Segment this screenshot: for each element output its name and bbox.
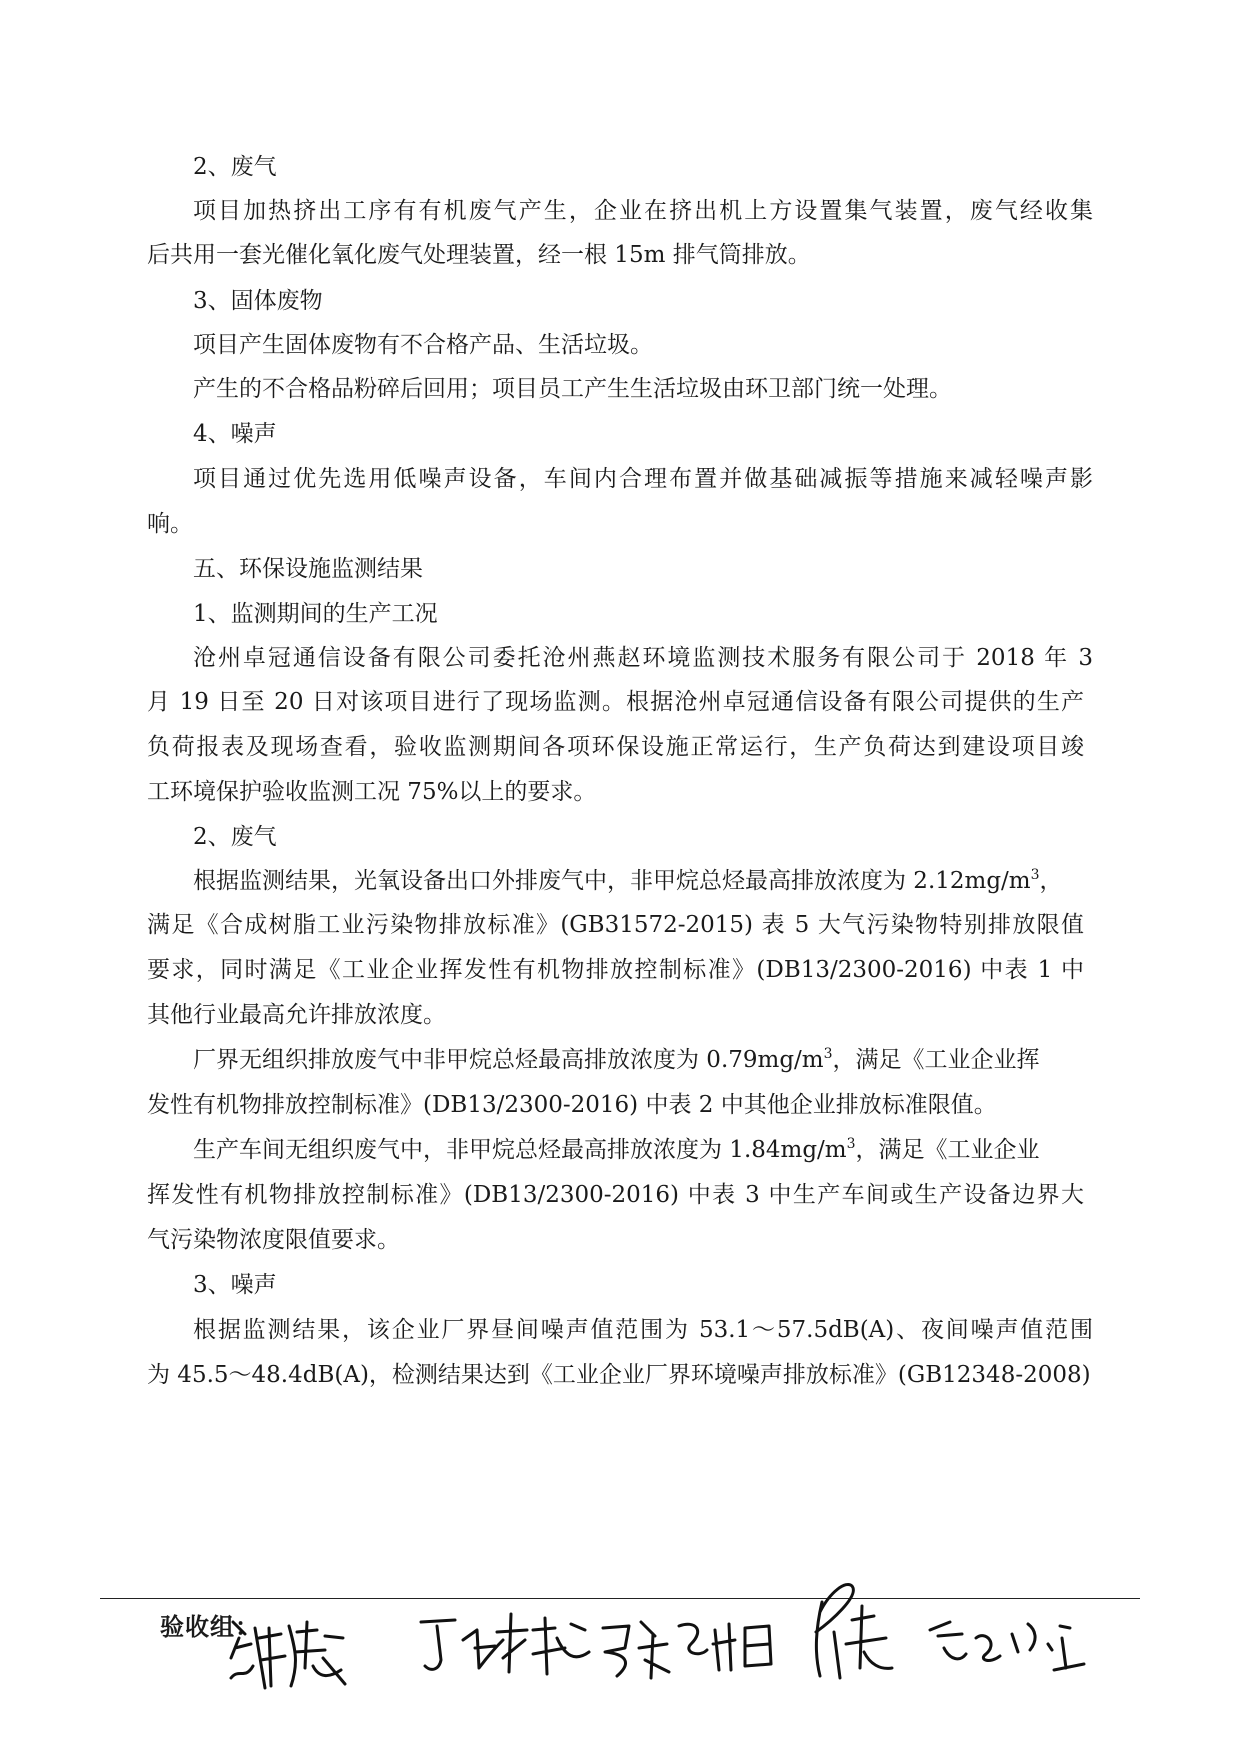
paragraph-line: 项目通过优先选用低噪声设备，车间内合理布置并做基础减振等措施来减轻噪声影 [193, 466, 1093, 492]
paragraph-line: 厂界无组织排放废气中非甲烷总烃最高排放浓度为 $0.79mg/m^3$，满足《工业企业挥 [193, 1046, 1040, 1073]
paragraph-line: 月 19 日至 20 日对该项目进行了现场监测。根据沧州卓冠通信设备有限公司提供的生产 [147, 689, 1084, 715]
superscript: 3 [1030, 867, 1040, 883]
paragraph-line: 工环境保护验收监测工况 75%以上的要求。 [147, 779, 597, 805]
heading-monitoring-results: 五、环保设施监测结果 [193, 556, 423, 582]
heading-noise-results: 3、噪声 [193, 1272, 277, 1298]
footer-divider [100, 1598, 1140, 1599]
acceptance-group-label: 验收组： [160, 1613, 260, 1641]
paragraph-line: 产生的不合格品粉碎后回用；项目员工产生生活垃圾由环卫部门统一处理。 [193, 376, 952, 402]
paragraph-line: 项目加热挤出工序有有机废气产生，企业在挤出机上方设置集气装置，废气经收集 [193, 198, 1093, 224]
paragraph-line: 发性有机物排放控制标准》(DB13/2300-2016) 中表 2 中其他企业排放标准限值。 [147, 1092, 997, 1118]
heading-noise: 4、噪声 [193, 421, 277, 447]
paragraph-line: 生产车间无组织废气中，非甲烷总烃最高排放浓度为 $1.84mg/m^3$，满足《工业企业 [193, 1136, 1040, 1163]
paragraph-line: 后共用一套光催化氧化废气处理装置，经一根 15m 排气筒排放。 [147, 242, 811, 268]
paragraph-line: 要求，同时满足《工业企业挥发性有机物排放控制标准》(DB13/2300-2016) 中表 1 中 [147, 957, 1084, 983]
paragraph-line: 满足《合成树脂工业污染物排放标准》(GB31572-2015) 表 5 大气污染物特别排放限值 [147, 912, 1084, 938]
paragraph-line: 其他行业最高允许排放浓度。 [147, 1002, 446, 1028]
paragraph-line: 沧州卓冠通信设备有限公司委托沧州燕赵环境监测技术服务有限公司于 2018 年 3 [193, 645, 1093, 671]
signature-3 [595, 1600, 785, 1690]
paragraph-line: 项目产生固体废物有不合格产品、生活垃圾。 [193, 332, 653, 358]
paragraph-line: 响。 [147, 511, 193, 537]
heading-production-conditions: 1、监测期间的生产工况 [193, 601, 438, 627]
signature-4 [790, 1572, 900, 1692]
signature-5 [920, 1604, 1090, 1684]
superscript: 3 [823, 1046, 833, 1062]
heading-waste-gas-results: 2、废气 [193, 824, 277, 850]
signature-2 [415, 1600, 595, 1690]
superscript: 3 [846, 1136, 856, 1152]
paragraph-line: 根据监测结果，该企业厂界昼间噪声值范围为 53.1～57.5dB(A)、夜间噪声值范围 [193, 1317, 1093, 1343]
paragraph-line: 为 45.5～48.4dB(A)，检测结果达到《工业企业厂界环境噪声排放标准》(GB12348-2008) [147, 1362, 1091, 1388]
paragraph-line: 挥发性有机物排放控制标准》(DB13/2300-2016) 中表 3 中生产车间或生产设备边界大 [147, 1182, 1084, 1208]
paragraph-line: 负荷报表及现场查看，验收监测期间各项环保设施正常运行，生产负荷达到建设项目竣 [147, 734, 1084, 760]
heading-solid-waste: 3、固体废物 [193, 288, 323, 314]
heading-waste-gas: 2、废气 [193, 154, 277, 180]
signature-1 [225, 1608, 355, 1698]
paragraph-line: 根据监测结果，光氧设备出口外排废气中，非甲烷总烃最高排放浓度为 $2.12mg/m^3$， [193, 867, 1063, 894]
paragraph-line: 气污染物浓度限值要求。 [147, 1227, 400, 1253]
